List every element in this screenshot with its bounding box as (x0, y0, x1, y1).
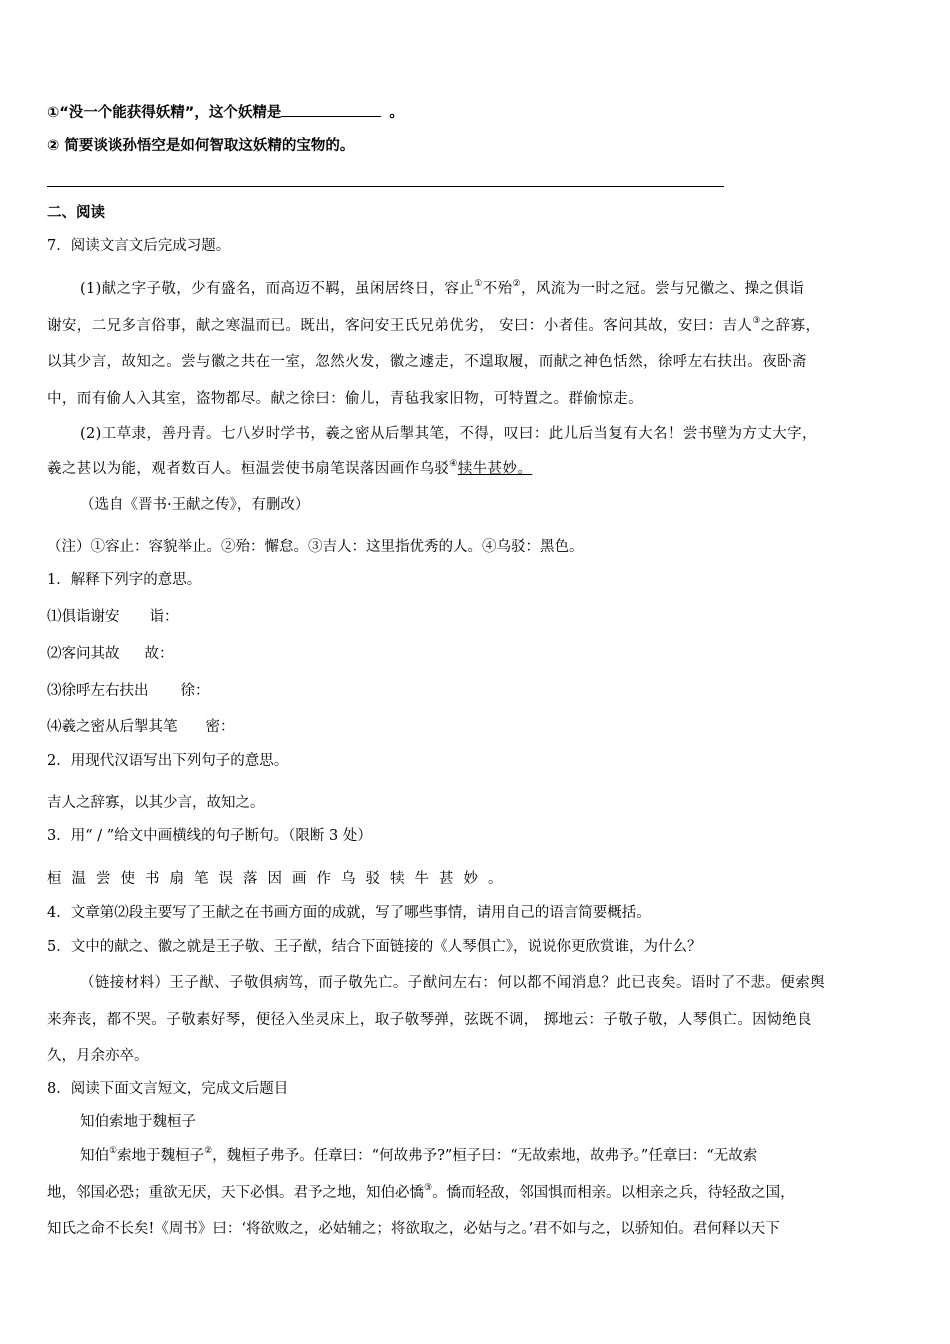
note-mark: ④ (449, 459, 458, 469)
item-phrase: ⑶徐呼左右扶出 (47, 683, 149, 699)
q8-intro: 8．阅读下面文言短文，完成文后题目 (47, 1081, 289, 1097)
q7-p1-line2 (47, 316, 820, 336)
text-segment: ，魏桓子弗予。任章曰：“何故弗予?”桓子曰：“无故索地，故弗予。”任章曰：“无故索 (212, 1148, 758, 1164)
item-phrase: ⑴俱诣谢安 (47, 609, 120, 625)
q7-notes: （注）①容止：容貌举止。②殆：懈怠。③吉人：这里指优秀的人。④乌驳：黑色。 (47, 539, 584, 555)
q8-body-line2 (47, 1183, 795, 1203)
text-segment: 知伯 (80, 1148, 109, 1164)
text-segment: 不殆 (482, 281, 513, 297)
q7-q5-stem: 5．文中的献之、徽之就是王子敬、王子猷，结合下面链接的《人琴俱亡》，说说你更欣赏谁，为什么？ (47, 939, 702, 955)
q7-link-line3: 久，月余亦卒。 (47, 1048, 149, 1064)
text-segment: 索地于魏桓子 (117, 1148, 205, 1164)
q7-link-line2: 来奔丧，都不哭。子敬素好琴，便径入坐灵床上，取子敬琴弹，弦既不调， 掷地云：子敬子敬，人琴俱亡。因恸绝良 (47, 1012, 812, 1028)
q6-sub1 (47, 102, 404, 123)
item-phrase: ⑷羲之密从后掣其笔 (47, 719, 178, 735)
q7-p2-line1: (2)工草隶，善丹青。七八岁时学书，羲之密从后掣其笔，不得，叹曰：此儿后当复有大名！尝书壁为方丈大字， (80, 426, 817, 442)
item-word: 诣： (149, 609, 179, 625)
text-segment: (1)献之字子敬，少有盛名，而高迈不羁，虽闲居终日，容止 (80, 281, 475, 297)
answer-line[interactable] (47, 186, 724, 187)
note-mark: ③ (424, 1183, 433, 1193)
q7-q2-stem: 2．用现代汉语写出下列句子的意思。 (47, 753, 289, 769)
section-heading: 二、阅读 (47, 205, 105, 221)
q6-sub2: ② 简要谈谈孙悟空是如何智取这妖精的宝物的。 (47, 138, 355, 154)
text-segment: 谢安，二兄多言俗事，献之寒温而已。既出，客问安王氏兄弟优劣， 安曰：小者佳。客问其故，安曰：吉人 (47, 318, 753, 334)
text-segment: 羲之甚以为能，观者数百人。桓温尝使书扇笔误落因画作乌驳 (47, 461, 450, 477)
q8-body-line3: 知氏之命不长矣!《周书》曰：‘将欲败之，必姑辅之；将欲取之，必姑与之。’君不如与之，以骄知伯。君何释以天下 (47, 1221, 780, 1237)
note-mark: ① (474, 279, 483, 289)
note-mark: ③ (752, 316, 761, 326)
item-word: 徐： (180, 683, 210, 699)
q8-body-line1 (80, 1146, 757, 1166)
note-mark: ② (204, 1146, 213, 1156)
q7-q4-stem: 4．文章第⑵段主要写了王献之在书画方面的成就，写了哪些事情，请用自己的语言简要概括。 (47, 905, 651, 921)
note-mark: ① (109, 1146, 118, 1156)
item-word: 故： (144, 646, 174, 662)
q7-source: （选自《晋书·王献之传》，有删改） (80, 497, 310, 513)
underlined-sentence: 犊牛甚妙。 (457, 461, 533, 477)
q7-p1-line1 (80, 279, 804, 299)
q7-q2-sentence: 吉人之辞寡，以其少言，故知之。 (47, 795, 265, 811)
text-segment: 。憍而轻敌，邻国惧而相亲。以相亲之兵，待轻敌之国， (432, 1185, 795, 1201)
q7-intro: 7．阅读文言文后完成习题。 (47, 238, 231, 254)
q6-sub1-end: 。 (389, 105, 404, 121)
q7-q1-item-3 (47, 681, 210, 701)
q7-p1-line4: 中，而有偷人入其室，盗物都尽。献之徐曰：偷儿，青毡我家旧物，可特置之。群偷惊走。 (47, 391, 643, 407)
text-segment: 之辞寡， (760, 318, 821, 334)
text-segment: ，风流为一时之冠。尝与兄徽之、操之俱诣 (521, 281, 805, 297)
q7-q3-sentence: 桓温尝使书扇笔误落因画作乌驳犊牛甚妙。 (47, 871, 513, 887)
q7-p1-line3: 以其少言，故知之。尝与徽之共在一室，忽然火发，徽之遽走，不遑取履，而献之神色恬然，徐呼左右扶出。夜卧斋 (47, 354, 807, 370)
note-mark: ② (512, 279, 521, 289)
q7-q1-item-2 (47, 644, 174, 664)
q7-q1-item-1 (47, 607, 179, 627)
q7-q1-item-4 (47, 717, 235, 737)
text-segment: 地，邻国必恐；重欲无厌，天下必惧。君予之地，知伯必憍 (47, 1185, 424, 1201)
item-word: 密： (205, 719, 235, 735)
q7-q3-stem: 3．用“ / ”给文中画横线的句子断句。（限断 3 处） (47, 828, 372, 844)
q7-link-line1: （链接材料）王子猷、子敬俱病笃，而子敬先亡。子猷问左右：何以都不闻消息？此已丧矣。语时了不悲。便索舆 (80, 975, 825, 991)
q6-sub1-text: ①“没一个能获得妖精”，这个妖精是 (47, 105, 282, 121)
q8-title: 知伯索地于魏桓子 (80, 1114, 196, 1130)
answer-blank[interactable] (281, 102, 381, 117)
q7-q1-stem: 1．解释下列字的意思。 (47, 572, 202, 588)
item-phrase: ⑵客问其故 (47, 646, 120, 662)
q7-p2-line2 (47, 459, 532, 479)
